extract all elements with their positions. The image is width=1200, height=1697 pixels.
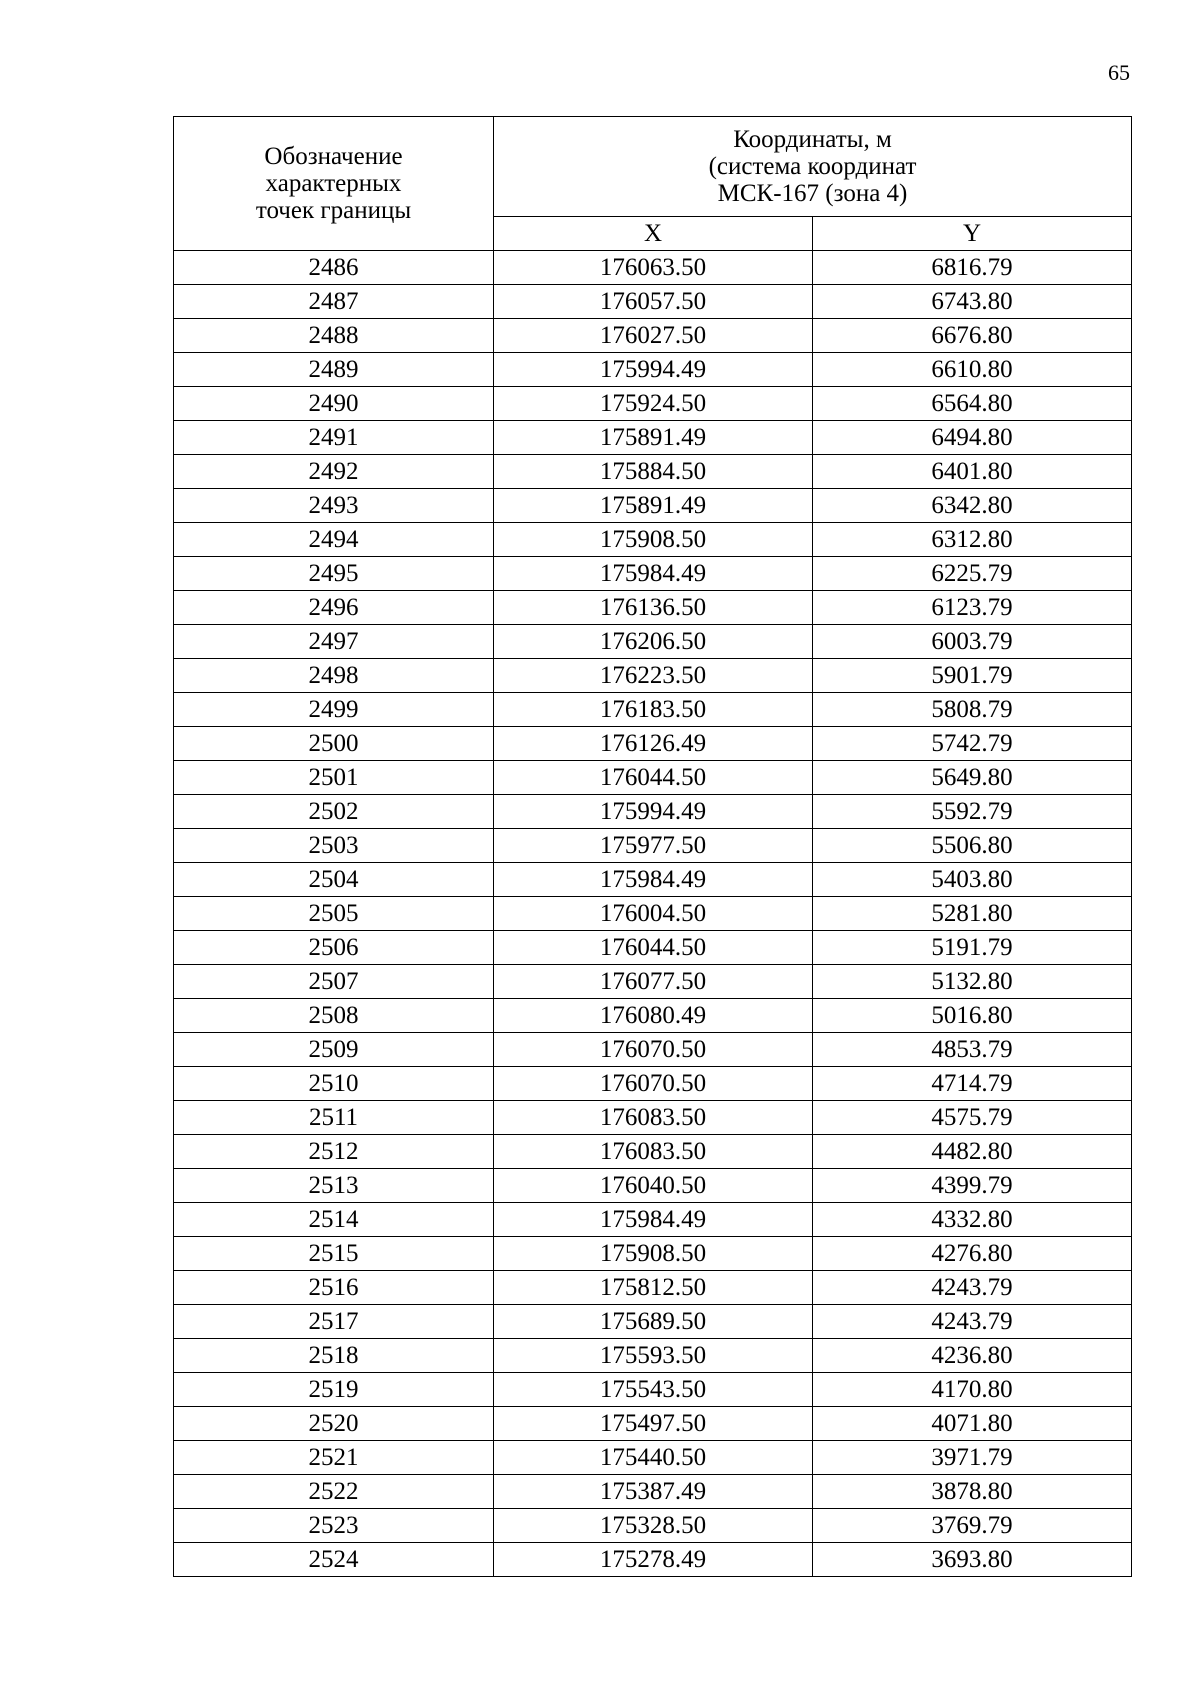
point-cell: 2504 <box>174 863 494 897</box>
table-row <box>174 1237 1132 1271</box>
y-cell: 5901.79 <box>813 659 1132 693</box>
x-cell: 175497.50 <box>494 1407 813 1441</box>
x-cell: 175387.49 <box>494 1475 813 1509</box>
y-cell: 6225.79 <box>813 557 1132 591</box>
x-cell: 176080.49 <box>494 999 813 1033</box>
point-cell: 2500 <box>174 727 494 761</box>
x-cell: 176044.50 <box>494 761 813 795</box>
table-row <box>174 455 1132 489</box>
page-number: 65 <box>1108 60 1130 85</box>
y-cell: 4714.79 <box>813 1067 1132 1101</box>
x-cell: 176027.50 <box>494 319 813 353</box>
point-cell: 2522 <box>174 1475 494 1509</box>
x-cell: 176044.50 <box>494 931 813 965</box>
table-row <box>174 523 1132 557</box>
point-cell: 2493 <box>174 489 494 523</box>
y-cell: 4071.80 <box>813 1407 1132 1441</box>
x-cell: 175994.49 <box>494 353 813 387</box>
table-row <box>174 1135 1132 1169</box>
table-row <box>174 897 1132 931</box>
y-cell: 3769.79 <box>813 1509 1132 1543</box>
x-cell: 175984.49 <box>494 557 813 591</box>
x-cell: 176057.50 <box>494 285 813 319</box>
y-cell: 5649.80 <box>813 761 1132 795</box>
point-cell: 2491 <box>174 421 494 455</box>
table-row <box>174 319 1132 353</box>
table-row <box>174 1509 1132 1543</box>
x-cell: 175689.50 <box>494 1305 813 1339</box>
y-cell: 5132.80 <box>813 965 1132 999</box>
x-cell: 176136.50 <box>494 591 813 625</box>
point-cell: 2508 <box>174 999 494 1033</box>
table-row <box>174 1543 1132 1577</box>
table-row <box>174 1169 1132 1203</box>
y-cell: 6342.80 <box>813 489 1132 523</box>
y-cell: 5281.80 <box>813 897 1132 931</box>
point-cell: 2505 <box>174 897 494 931</box>
table-row <box>174 1373 1132 1407</box>
point-cell: 2490 <box>174 387 494 421</box>
y-cell: 3878.80 <box>813 1475 1132 1509</box>
point-cell: 2494 <box>174 523 494 557</box>
point-cell: 2519 <box>174 1373 494 1407</box>
table-row <box>174 1339 1132 1373</box>
x-cell: 175440.50 <box>494 1441 813 1475</box>
y-cell: 6494.80 <box>813 421 1132 455</box>
y-cell: 5742.79 <box>813 727 1132 761</box>
table-row <box>174 829 1132 863</box>
point-cell: 2489 <box>174 353 494 387</box>
point-cell: 2513 <box>174 1169 494 1203</box>
point-cell: 2487 <box>174 285 494 319</box>
point-cell: 2517 <box>174 1305 494 1339</box>
header-designation-line: характерных <box>265 170 402 197</box>
point-cell: 2506 <box>174 931 494 965</box>
x-cell: 175984.49 <box>494 1203 813 1237</box>
table-row <box>174 693 1132 727</box>
x-cell: 176183.50 <box>494 693 813 727</box>
point-cell: 2501 <box>174 761 494 795</box>
header-designation-line: Обозначение <box>264 143 403 170</box>
table-row <box>174 1475 1132 1509</box>
y-cell: 4236.80 <box>813 1339 1132 1373</box>
y-cell: 4399.79 <box>813 1169 1132 1203</box>
x-cell: 175884.50 <box>494 455 813 489</box>
point-cell: 2498 <box>174 659 494 693</box>
x-cell: 175984.49 <box>494 863 813 897</box>
point-cell: 2524 <box>174 1543 494 1577</box>
y-cell: 5403.80 <box>813 863 1132 897</box>
table-row <box>174 965 1132 999</box>
x-cell: 175977.50 <box>494 829 813 863</box>
point-cell: 2502 <box>174 795 494 829</box>
x-cell: 176206.50 <box>494 625 813 659</box>
y-cell: 5191.79 <box>813 931 1132 965</box>
y-cell: 6564.80 <box>813 387 1132 421</box>
y-cell: 6610.80 <box>813 353 1132 387</box>
x-cell: 176126.49 <box>494 727 813 761</box>
y-cell: 4482.80 <box>813 1135 1132 1169</box>
table-row <box>174 1067 1132 1101</box>
point-cell: 2523 <box>174 1509 494 1543</box>
table-row <box>174 1033 1132 1067</box>
coordinates-table <box>173 116 1132 1577</box>
table-row <box>174 795 1132 829</box>
y-cell: 4243.79 <box>813 1271 1132 1305</box>
table-row <box>174 1271 1132 1305</box>
header-coordinates-line: (система координат <box>708 153 917 180</box>
y-cell: 5592.79 <box>813 795 1132 829</box>
point-cell: 2509 <box>174 1033 494 1067</box>
y-cell: 4853.79 <box>813 1033 1132 1067</box>
y-cell: 6003.79 <box>813 625 1132 659</box>
header-coordinates-line: МСК-167 (зона 4) <box>717 180 908 207</box>
point-cell: 2503 <box>174 829 494 863</box>
table-row <box>174 931 1132 965</box>
y-cell: 3693.80 <box>813 1543 1132 1577</box>
x-cell: 175278.49 <box>494 1543 813 1577</box>
x-cell: 176070.50 <box>494 1033 813 1067</box>
point-cell: 2495 <box>174 557 494 591</box>
point-cell: 2488 <box>174 319 494 353</box>
y-cell: 4243.79 <box>813 1305 1132 1339</box>
y-cell: 6123.79 <box>813 591 1132 625</box>
header-designation-line: точек границы <box>255 197 412 224</box>
point-cell: 2499 <box>174 693 494 727</box>
table-body <box>174 251 1132 1577</box>
table-row <box>174 1441 1132 1475</box>
y-cell: 4332.80 <box>813 1203 1132 1237</box>
y-cell: 4575.79 <box>813 1101 1132 1135</box>
table-row <box>174 659 1132 693</box>
table-row <box>174 1407 1132 1441</box>
table-row <box>174 727 1132 761</box>
y-cell: 5808.79 <box>813 693 1132 727</box>
y-cell: 6676.80 <box>813 319 1132 353</box>
x-cell: 175593.50 <box>494 1339 813 1373</box>
y-cell: 4276.80 <box>813 1237 1132 1271</box>
header-x: X <box>494 217 813 251</box>
x-cell: 175891.49 <box>494 489 813 523</box>
header-y: Y <box>813 217 1132 251</box>
point-cell: 2521 <box>174 1441 494 1475</box>
point-cell: 2514 <box>174 1203 494 1237</box>
point-cell: 2516 <box>174 1271 494 1305</box>
table-row <box>174 251 1132 285</box>
table-row <box>174 421 1132 455</box>
x-cell: 176063.50 <box>494 251 813 285</box>
header-coordinates-line: Координаты, м <box>733 126 892 153</box>
table-row <box>174 999 1132 1033</box>
x-cell: 176040.50 <box>494 1169 813 1203</box>
table-row <box>174 1305 1132 1339</box>
header-point-designation <box>174 117 494 251</box>
x-cell: 176077.50 <box>494 965 813 999</box>
table-row <box>174 1101 1132 1135</box>
point-cell: 2496 <box>174 591 494 625</box>
point-cell: 2510 <box>174 1067 494 1101</box>
point-cell: 2486 <box>174 251 494 285</box>
point-cell: 2497 <box>174 625 494 659</box>
point-cell: 2520 <box>174 1407 494 1441</box>
point-cell: 2512 <box>174 1135 494 1169</box>
y-cell: 6312.80 <box>813 523 1132 557</box>
y-cell: 5506.80 <box>813 829 1132 863</box>
y-cell: 6816.79 <box>813 251 1132 285</box>
table-row <box>174 387 1132 421</box>
x-cell: 176083.50 <box>494 1135 813 1169</box>
point-cell: 2515 <box>174 1237 494 1271</box>
x-cell: 175908.50 <box>494 1237 813 1271</box>
point-cell: 2507 <box>174 965 494 999</box>
x-cell: 175908.50 <box>494 523 813 557</box>
x-cell: 175328.50 <box>494 1509 813 1543</box>
table-row <box>174 761 1132 795</box>
x-cell: 176083.50 <box>494 1101 813 1135</box>
x-cell: 175924.50 <box>494 387 813 421</box>
x-cell: 175812.50 <box>494 1271 813 1305</box>
y-cell: 5016.80 <box>813 999 1132 1033</box>
table-row <box>174 285 1132 319</box>
table-row <box>174 489 1132 523</box>
y-cell: 3971.79 <box>813 1441 1132 1475</box>
point-cell: 2511 <box>174 1101 494 1135</box>
header-coordinates <box>494 117 1132 217</box>
table-row <box>174 353 1132 387</box>
x-cell: 176070.50 <box>494 1067 813 1101</box>
table-row <box>174 591 1132 625</box>
table-row <box>174 1203 1132 1237</box>
table-row <box>174 557 1132 591</box>
x-cell: 175891.49 <box>494 421 813 455</box>
x-cell: 175994.49 <box>494 795 813 829</box>
table-row <box>174 625 1132 659</box>
point-cell: 2518 <box>174 1339 494 1373</box>
y-cell: 6743.80 <box>813 285 1132 319</box>
point-cell: 2492 <box>174 455 494 489</box>
table-row <box>174 863 1132 897</box>
x-cell: 176223.50 <box>494 659 813 693</box>
x-cell: 175543.50 <box>494 1373 813 1407</box>
x-cell: 176004.50 <box>494 897 813 931</box>
y-cell: 4170.80 <box>813 1373 1132 1407</box>
y-cell: 6401.80 <box>813 455 1132 489</box>
